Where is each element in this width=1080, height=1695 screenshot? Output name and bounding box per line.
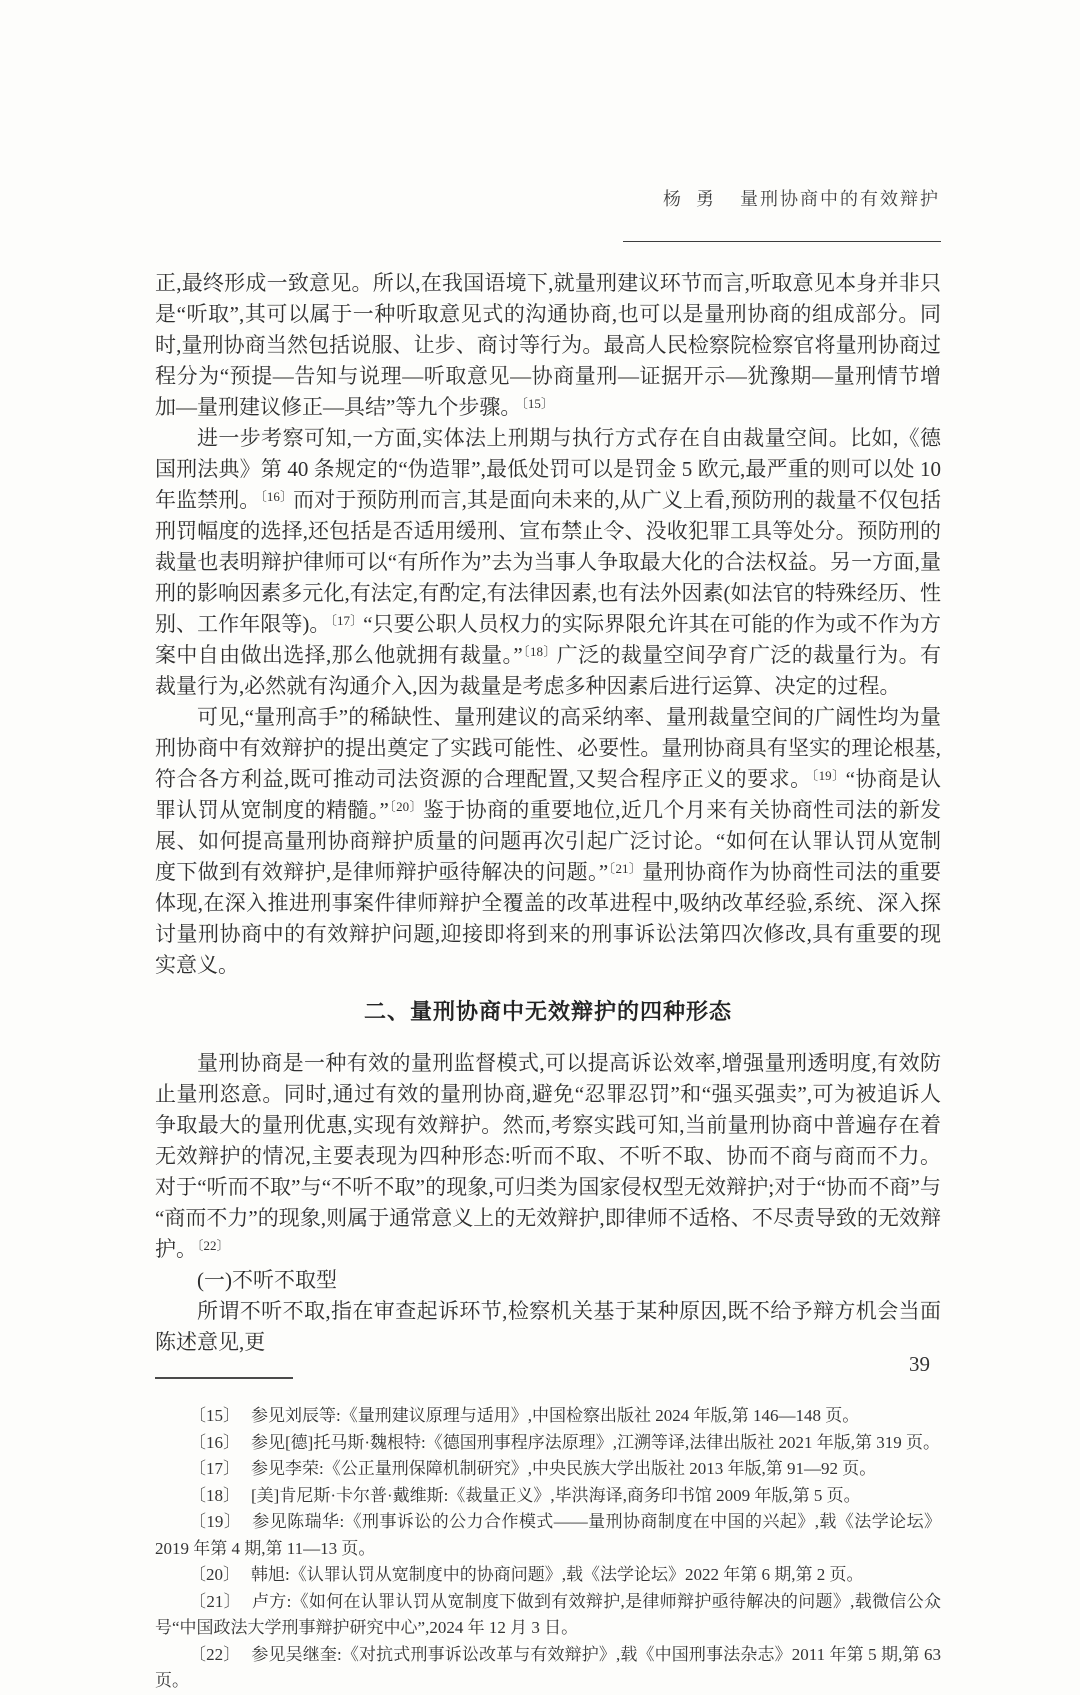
footnote-text: 韩旭:《认罪认罚从宽制度中的协商问题》,载《法学论坛》2022 年第 6 期,第 2 页。 [251,1565,864,1584]
footnote-item [155,1509,941,1562]
footnote-label: 〔21〕 [189,1591,241,1611]
footnote-label: 〔18〕 [189,1485,240,1505]
footnote-ref: 〔21〕 [608,861,643,876]
footnote-text: 卢方:《如何在认罪认罚从宽制度下做到有效辩护,是律师辩护亟待解决的问题》,载微信公众号“中国政法大学刑事辩护研究中心”,2024 年 12 月 3 日。 [155,1591,942,1637]
body-paragraph: 所谓不听不取,指在审查起诉环节,检察机关基于某种原因,既不给予辩方机会当面陈述意见,更 [155,1299,941,1354]
running-head [623,164,941,242]
footnote-ref: 〔16〕 [260,489,294,504]
footnote-item [155,1642,941,1695]
footnote-label: 〔20〕 [189,1565,240,1584]
footnote-text: 参见[德]托马斯·魏根特:《德国刑事程序法原理》,江溯等译,法律出版社 2021 年版,第 319 页。 [251,1432,940,1452]
footnote-text: 参见李荣:《公正量刑保障机制研究》,中央民族大学出版社 2013 年版,第 91—92 页。 [251,1459,877,1478]
footnote-section [155,1377,941,1695]
footnote-item [155,1589,941,1642]
body-paragraph: 量刑协商是一种有效的量刑监督模式,可以提高诉讼效率,增强量刑透明度,有效防止量刑恣意。同时,通过有效的量刑协商,避免“忍罪忍罚”和“强买强卖”,可为被追诉人争取最大的量刑优惠,实现有效辩护。然而,考察实践可知,当前量刑协商中普遍存在着无效辩护的情况,主要表现为四种形态:听而不取、不听不取、协而不商与商而不力。对于“听而不取”与“不听不取”的现象,可归类为国家侵权型无效辩护;对于“协而不商”与“商而不力”的现象,则属于通常意义上的无效辩护,即律师不适格、不尽责导致的无效辩护。$^{〔22〕}$ [155,1051,941,1261]
body-content [155,268,941,1358]
footnote-ref: 〔17〕 [330,613,364,628]
footnote-ref: 〔22〕 [197,1238,230,1253]
subsection-heading: (一)不听不取型 [197,1268,337,1292]
footnote-ref: 〔18〕 [522,644,557,659]
footnote-label: 〔19〕 [189,1512,242,1531]
footnote-list [155,1403,941,1695]
footnote-item [155,1562,941,1589]
author-name: 杨 勇 [663,189,716,209]
footnote-text: [美]肯尼斯·卡尔普·戴维斯:《裁量正义》,毕洪海译,商务印书馆 2009 年版,第 5 页。 [251,1485,861,1505]
page-number: 39 [909,1352,930,1376]
footnote-separator [155,1377,293,1379]
footnote-ref: 〔19〕 [811,768,846,783]
footnote-label: 〔16〕 [189,1432,240,1452]
body-paragraph: 进一步考察可知,一方面,实体法上刑期与执行方式存在自由裁量空间。比如,《德国刑法典》第 40 条规定的“伪造罪”,最低处罚可以是罚金 5 欧元,最严重的则可以处 10 年监禁刑。$^{〔16〕}$而对于预防刑而言,其是面向未来的,从广义上看,预防刑的裁量不仅包括刑罚幅度的选择,还包括是否适用缓刑、宣布禁止令、没收犯罪工具等处分。预防刑的裁量也表明辩护律师可以“有所作为”去为当事人争取最大化的合法权益。另一方面,量刑的影响因素多元化,有法定,有酌定,有法律因素,也有法外因素(如法官的特殊经历、性别、工作年限等)。$^{〔17〕}$“只要公职人员权力的实际界限允许其在可能的作为或不作为方案中自由做出选择,那么他就拥有裁量。”$^{〔18〕}$广泛的裁量空间孕育广泛的裁量行为。有裁量行为,必然就有沟通介入,因为裁量是考虑多种因素后进行运算、决定的过程。 [155,426,941,698]
page-content [155,164,941,1695]
footnote-label: 〔17〕 [189,1459,240,1478]
footnote-ref: 〔20〕 [388,799,423,814]
page-header [155,164,941,242]
footnote-item [155,1430,941,1457]
footnote-text: 参见陈瑞华:《刑事诉讼的公力合作模式——量刑协商制度在中国的兴起》,载《法学论坛》2019 年第 4 期,第 11—13 页。 [155,1512,941,1558]
footnote-ref: 〔15〕 [521,396,554,411]
footnote-item [155,1403,941,1430]
footnote-label: 〔15〕 [189,1406,240,1425]
section-heading: 二、量刑协商中无效辩护的四种形态 [363,999,732,1024]
footnote-item [155,1456,941,1483]
footnote-text: 参见吴继奎:《对抗式刑事诉讼改革与有效辩护》,载《中国刑事法杂志》2011 年第 5 期,第 63 页。 [155,1644,942,1690]
footnote-item [155,1483,941,1510]
body-paragraph: 正,最终形成一致意见。所以,在我国语境下,就量刑建议环节而言,听取意见本身并非只是“听取”,其可以属于一种听取意见式的沟通协商,也可以是量刑协商的组成部分。同时,量刑协商当然包括说服、让步、商讨等行为。最高人民检察院检察官将量刑协商过程分为“预提—告知与说理—听取意见—协商量刑—证据开示—犹豫期—量刑情节增加—量刑建议修正—具结”等九个步骤。$^{〔15〕}$ [155,271,941,419]
footnote-text: 参见刘辰等:《量刑建议原理与适用》,中国检察出版社 2024 年版,第 146—148 页。 [251,1406,860,1425]
body-paragraph: 可见,“量刑高手”的稀缺性、量刑建议的高采纳率、量刑裁量空间的广阔性均为量刑协商中有效辩护的提出奠定了实践可能性、必要性。量刑协商具有坚实的理论根基,符合各方利益,既可推动司法资源的合理配置,又契合程序正义的要求。$^{〔19〕}$“协商是认罪认罚从宽制度的精髓。”$^{〔20〕}$鉴于协商的重要地位,近几个月来有关协商性司法的新发展、如何提高量刑协商辩护质量的问题再次引起广泛讨论。“如何在认罪认罚从宽制度下做到有效辩护,是律师辩护亟待解决的问题。”$^{〔21〕}$量刑协商作为协商性司法的重要体现,在深入推进刑事案件律师辩护全覆盖的改革进程中,吸纳改革经验,系统、深入探讨量刑协商中的有效辩护问题,迎接即将到来的刑事诉讼法第四次修改,具有重要的现实意义。 [155,705,941,977]
article-title: 量刑协商中的有效辩护 [740,189,940,209]
footnote-label: 〔22〕 [189,1644,241,1664]
